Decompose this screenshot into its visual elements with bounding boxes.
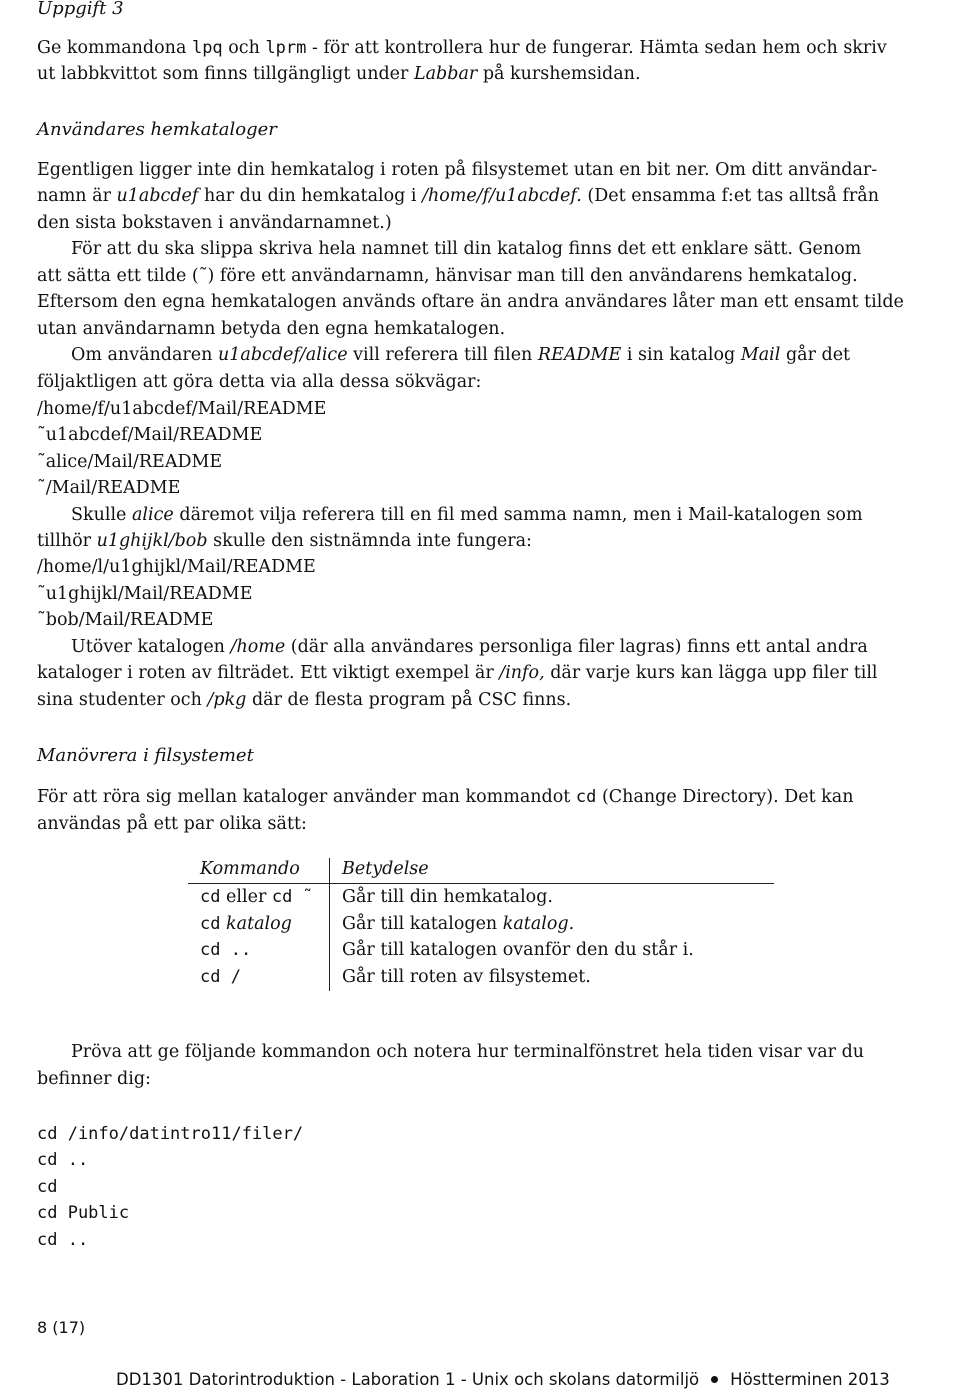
intro-text: och <box>228 38 260 58</box>
cmd: cd <box>200 887 221 907</box>
text: sina studenter och <box>37 690 202 710</box>
s1-line-10 <box>71 502 863 528</box>
text: namn är <box>37 186 111 206</box>
path-1: /home/f/u1abcdef/Mail/README <box>37 399 327 419</box>
text: däremot vilja referera till en fil med samma namn, men i Mail-katalogen som <box>179 505 863 525</box>
s1-line-8 <box>71 342 850 368</box>
text: har du din hemkatalog i <box>203 186 417 206</box>
text: Går till katalogen ovanför den du står i. <box>342 940 694 960</box>
heading-home-dirs: Användares hemkataloger <box>37 119 277 140</box>
text: För att röra sig mellan kataloger använder man kommandot <box>37 787 571 807</box>
s1-line-5: att sätta ett tilde (˜) före ett användarnamn, hänvisar man till den användarens hemkatalog. <box>37 266 858 286</box>
command-line: cd /info/datintro11/filer/ <box>37 1124 304 1144</box>
path-4: ˜/Mail/README <box>37 478 181 498</box>
table-row <box>200 937 251 963</box>
arg: katalog. <box>502 914 575 934</box>
table-cell <box>342 964 591 990</box>
table-row <box>200 884 313 910</box>
s1-line-1: Egentligen ligger inte din hemkatalog i roten på filsystemet utan en bit ner. Om ditt användar- <box>37 160 878 180</box>
text: skulle den sistnämnda inte fungera: <box>213 531 532 551</box>
section-title: Uppgift 3 <box>37 0 124 19</box>
cmd-cd: cd <box>575 787 597 807</box>
username: alice <box>132 505 174 525</box>
try-line-2: befinner dig: <box>37 1069 151 1089</box>
command-line: cd Public <box>37 1203 130 1223</box>
page-number: 8 (17) <box>37 1318 86 1337</box>
text: tillhör <box>37 531 91 551</box>
text: (där alla användares personliga filer lagras) finns ett antal andra <box>290 637 868 657</box>
command-line: cd .. <box>37 1150 89 1170</box>
s1-line-3: den sista bokstaven i användarnamnet.) <box>37 213 392 233</box>
path-2: ˜u1abcdef/Mail/README <box>37 425 263 445</box>
filename: README <box>537 345 622 365</box>
s2-line-2: användas på ett par olika sätt: <box>37 814 307 834</box>
path-7: ˜bob/Mail/README <box>37 610 214 630</box>
text: kataloger i roten av filträdet. Ett viktigt exempel är <box>37 663 494 683</box>
s1-line-4: För att du ska slippa skriva hela namnet till din katalog finns det ett enklare sätt. Genom <box>71 239 862 259</box>
intro-text: Ge kommandona <box>37 38 187 58</box>
s1-line-13 <box>37 660 878 686</box>
s2-line-1 <box>37 784 853 810</box>
footer-course: DD1301 Datorintroduktion - Laboration 1 - Unix och skolans datormiljö <box>116 1370 700 1389</box>
s1-line-7: utan användarnamn betyda den egna hemkatalogen. <box>37 319 506 339</box>
path: /home <box>230 637 286 657</box>
table-row <box>200 964 241 990</box>
path: /pkg <box>207 690 247 710</box>
path: /home/f/u1abcdef. <box>422 186 582 206</box>
text: Går till din hemkatalog. <box>342 887 553 907</box>
cmd: cd .. <box>200 940 252 960</box>
table-header-command: Kommando <box>200 859 300 879</box>
cmd: cd <box>200 914 221 934</box>
text: Utöver katalogen <box>71 637 225 657</box>
intro-line-2 <box>37 61 641 87</box>
intro-text: - för att kontrollera hur de fungerar. Hämta sedan hem och skriv <box>311 38 887 58</box>
text: Går till katalogen <box>342 914 503 934</box>
path-3: ˜alice/Mail/README <box>37 452 223 472</box>
footer-bar <box>116 1370 890 1389</box>
text: Går till roten av filsystemet. <box>342 967 591 987</box>
s1-line-6: Eftersom den egna hemkatalogen används oftare än andra användares låter man ett ensamt tilde <box>37 292 904 312</box>
table-header-meaning: Betydelse <box>342 859 429 879</box>
s1-line-12 <box>71 634 868 660</box>
table-row <box>200 911 292 937</box>
text: vill referera till filen <box>353 345 533 365</box>
bullet-icon <box>711 1376 718 1383</box>
text: där de flesta program på CSC finns. <box>251 690 572 710</box>
command-line: cd .. <box>37 1230 89 1250</box>
cmd: cd ˜ <box>271 887 313 907</box>
s1-line-2 <box>37 183 879 209</box>
path-5: /home/l/u1ghijkl/Mail/README <box>37 557 316 577</box>
arg: katalog <box>220 914 292 934</box>
table-cell <box>342 911 574 937</box>
username: u1ghijkl/bob <box>96 531 208 551</box>
text: där varje kurs kan lägga upp filer till <box>550 663 878 683</box>
table-cell <box>342 884 553 910</box>
s1-line-11 <box>37 528 532 554</box>
cmd-lprm: lprm <box>265 38 307 58</box>
try-line-1: Pröva att ge följande kommandon och notera hur terminalfönstret hela tiden visar var du <box>71 1042 865 1062</box>
text: (Change Directory). Det kan <box>601 787 854 807</box>
path: /info, <box>499 663 545 683</box>
table-divider <box>329 858 330 991</box>
cmd-lpq: lpq <box>191 38 223 58</box>
text: (Det ensamma f:et tas alltså från <box>587 186 879 206</box>
footer-term: Höstterminen 2013 <box>730 1370 890 1389</box>
s1-line-9: följaktligen att göra detta via alla dessa sökvägar: <box>37 372 482 392</box>
dirname: Mail <box>740 345 781 365</box>
command-line: cd <box>37 1177 58 1197</box>
username: u1abcdef/alice <box>218 345 348 365</box>
text: eller <box>220 887 272 907</box>
intro-text: ut labbkvittot som finns tillgängligt under <box>37 64 409 84</box>
intro-text: på kurshemsidan. <box>482 64 641 84</box>
text: Skulle <box>71 505 127 525</box>
table-cell <box>342 937 694 963</box>
s1-line-14 <box>37 687 571 713</box>
intro-line-1 <box>37 35 887 61</box>
labbar-ref: Labbar <box>413 64 478 84</box>
text: i sin katalog <box>626 345 736 365</box>
text: går det <box>785 345 851 365</box>
cmd: cd / <box>200 967 241 987</box>
username: u1abcdef <box>116 186 199 206</box>
heading-navigate: Manövrera i filsystemet <box>37 745 254 766</box>
text: Om användaren <box>71 345 213 365</box>
path-6: ˜u1ghijkl/Mail/README <box>37 584 253 604</box>
